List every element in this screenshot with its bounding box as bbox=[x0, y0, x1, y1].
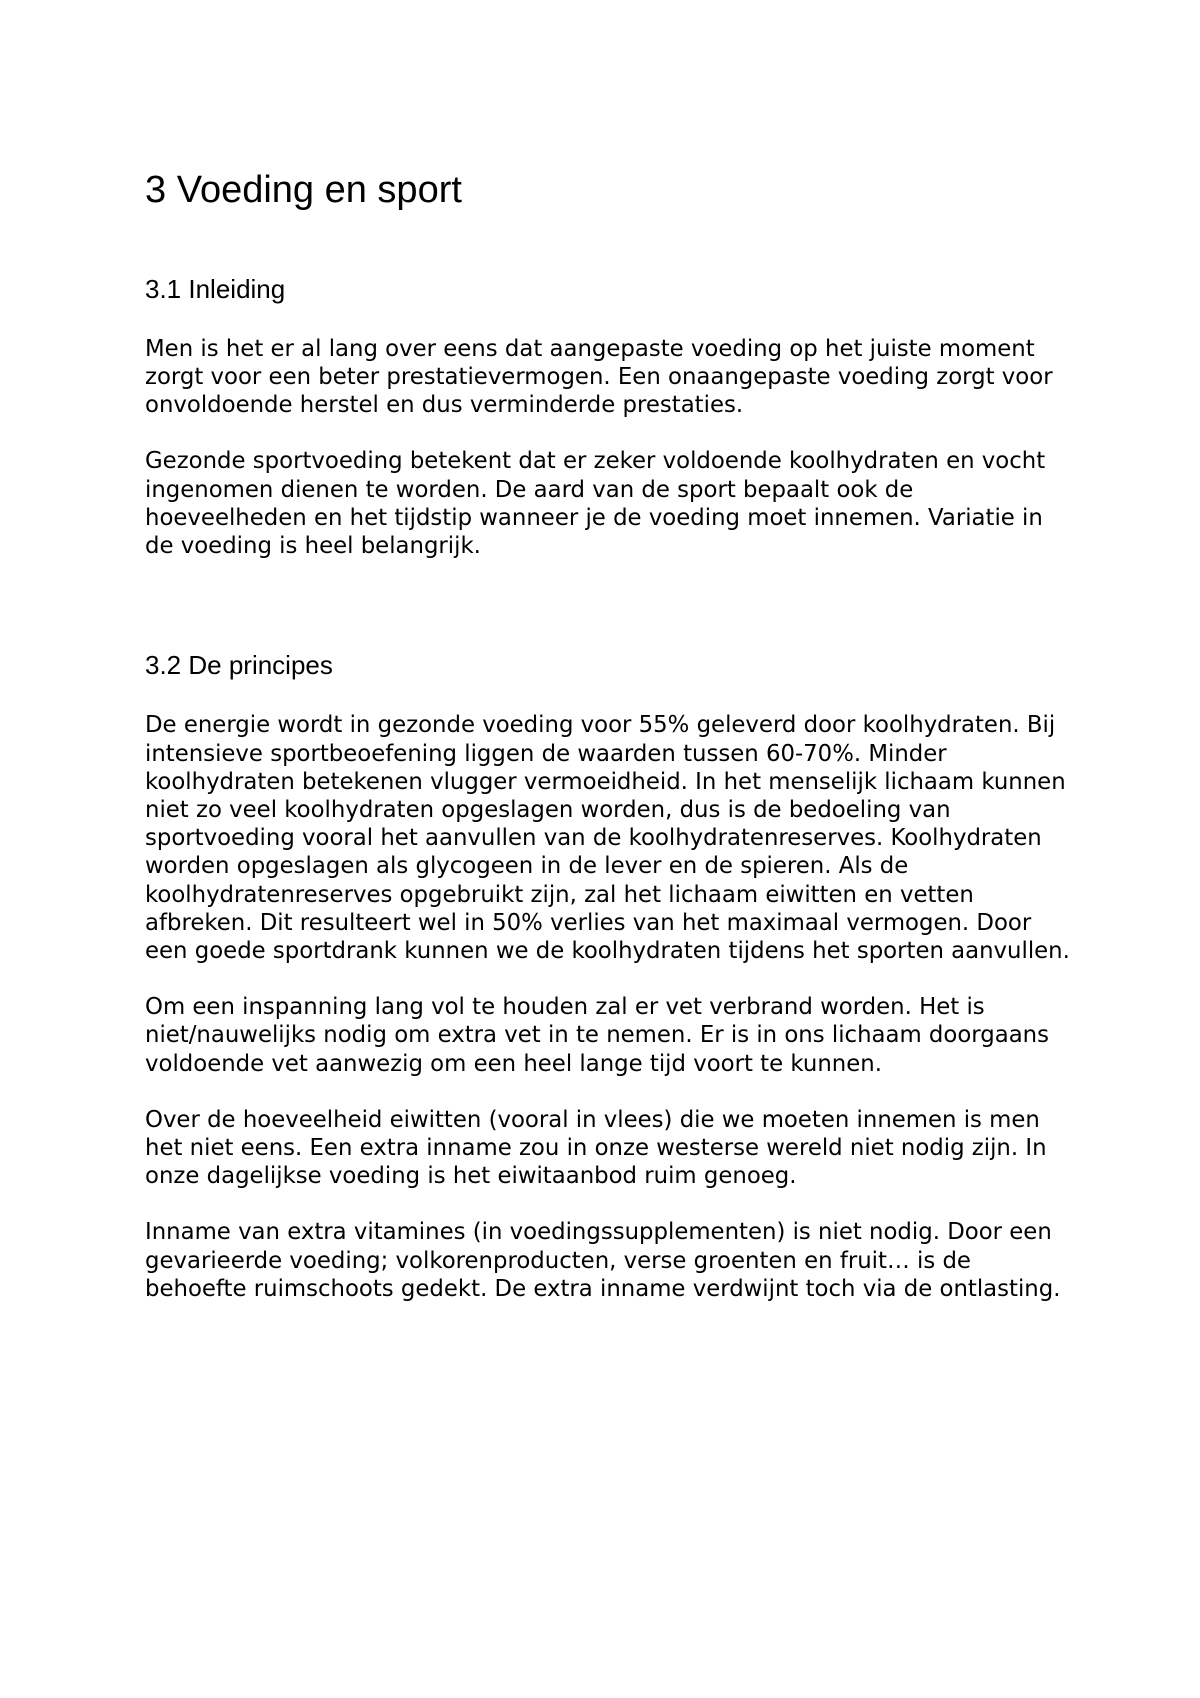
document-content bbox=[145, 168, 1075, 1331]
section-principes bbox=[145, 650, 1075, 1303]
paragraph: Om een inspanning lang vol te houden zal er vet verbrand worden. Het is niet/nauwelijks nodig om extra vet in te nemen. Er is in ons lichaam doorgaans voldoende vet aanwezig om een heel lange tijd voort te kunnen. bbox=[145, 994, 1049, 1077]
paragraph: De energie wordt in gezonde voeding voor 55% geleverd door koolhydraten. Bij intensieve sportbeoefening liggen de waarden tussen 60-70%. Minder koolhydraten betekenen vlugger vermoeidheid. In het menselijk lichaam kunnen niet zo veel koolhydraten opgeslagen worden, dus is de bedoeling van sportvoeding vooral het aanvullen van de koolhydratenreserves. Koolhydraten worden opgeslagen als glycogeen in de lever en de spieren. Als de koolhydratenreserves opgebruikt zijn, zal het lichaam eiwitten en vetten afbreken. Dit resulteert wel in 50% verlies van het maximaal vermogen. Door een goede sportdrank kunnen we de koolhydraten tijdens het sporten aanvullen. bbox=[145, 712, 1070, 965]
section-title: 3.1 Inleiding bbox=[145, 273, 286, 304]
paragraph: Gezonde sportvoeding betekent dat er zeker voldoende koolhydraten en vocht ingenomen dienen te worden. De aard van de sport bepaalt ook de hoeveelheden en het tijdstip wanneer je de voeding moet innemen. Variatie in de voeding is heel belangrijk. bbox=[145, 448, 1046, 559]
chapter-title: 3 Voeding en sport bbox=[145, 169, 462, 211]
paragraph: Over de hoeveelheid eiwitten (vooral in vlees) die we moeten innemen is men het niet eens. Een extra inname zou in onze westerse wereld niet nodig zijn. In onze dagelijkse voeding is het eiwitaanbod ruim genoeg. bbox=[145, 1106, 1047, 1190]
section-spacer bbox=[145, 588, 1075, 650]
section-inleiding bbox=[145, 274, 1075, 561]
paragraph: Inname van extra vitamines (in voedingssupplementen) is niet nodig. Door een gevarieerde voeding; volkorenproducten, verse groenten en fruit… is de behoefte ruimschoots gedekt. De extra inname verdwijnt toch via de ontlasting. bbox=[145, 1219, 1061, 1302]
paragraph: Men is het er al lang over eens dat aangepaste voeding op het juiste moment zorgt voor een beter prestatievermogen. Een onaangepaste voeding zorgt voor onvoldoende herstel en dus verminderde prestaties. bbox=[145, 335, 1053, 419]
section-title: 3.2 De principes bbox=[145, 650, 333, 681]
